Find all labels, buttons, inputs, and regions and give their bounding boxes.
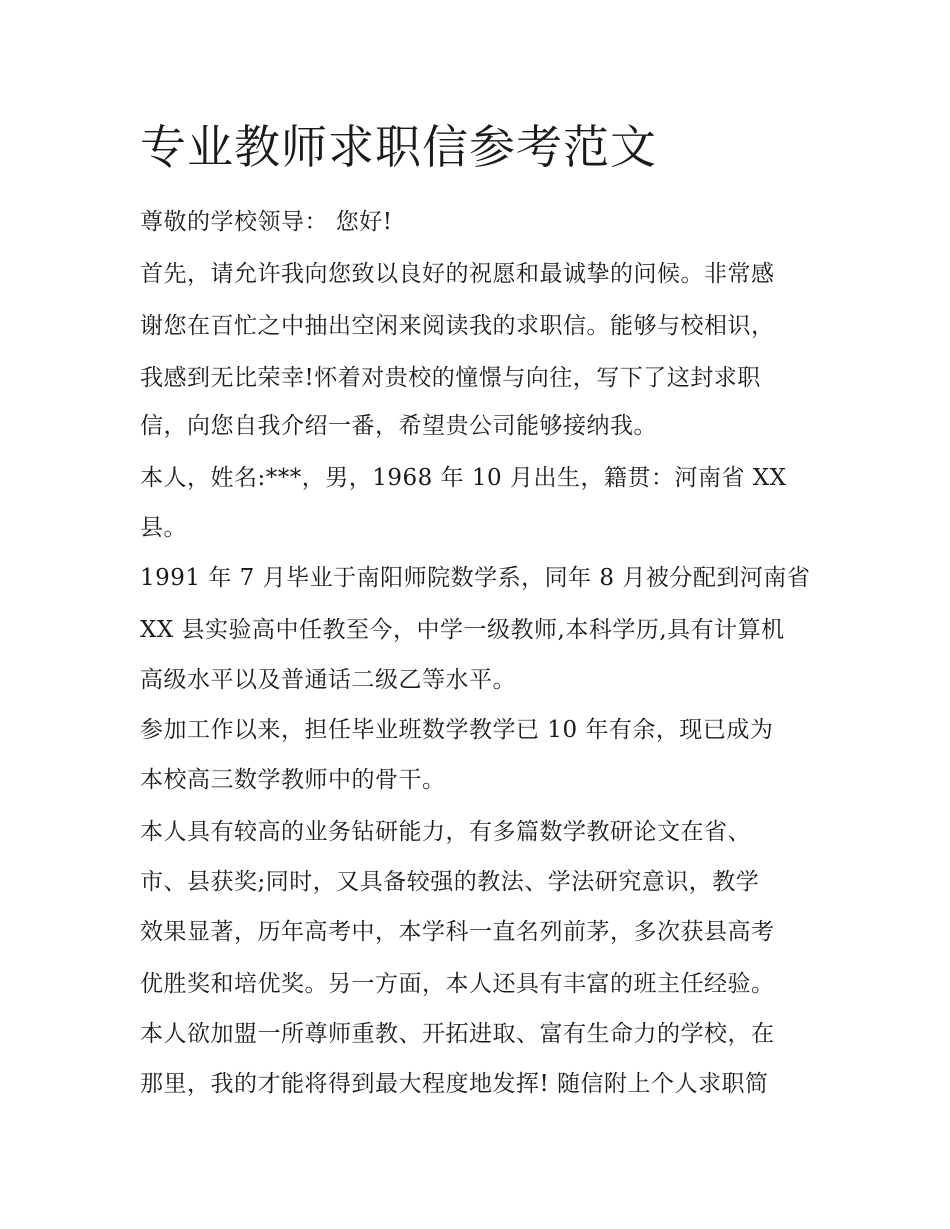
body-line: 本人具有较高的业务钻研能力，有多篇数学教研论文在省、 [140,819,751,845]
body-line: XX 县实验高中任教至今，中学一级教师,本科学历,具有计算机 [140,617,785,643]
body-line: 首先，请允许我向您致以良好的祝愿和最诚挚的问候。非常感 [140,261,775,287]
body-line: 市、县获奖;同时，又具备较强的教法、学法研究意识，教学 [140,869,760,895]
body-line: 我感到无比荣幸!怀着对贵校的憧憬与向往，写下了这封求职 [140,365,761,391]
body-line: 县。 [140,515,187,541]
body-line: 优胜奖和培优奖。另一方面，本人还具有丰富的班主任经验。 [140,971,775,997]
salutation-line: 尊敬的学校领导： 您好! [140,209,393,235]
body-line: 1991 年 7 月毕业于南阳师院数学系，同年 8 月被分配到河南省 [140,565,811,591]
body-line: 参加工作以来，担任毕业班数学教学已 10 年有余，现已成为 [140,717,774,743]
body-line: 谢您在百忙之中抽出空闲来阅读我的求职信。能够与校相识， [140,313,775,339]
body-line: 信，向您自我介绍一番，希望贵公司能够接纳我。 [140,413,657,439]
body-line: 本人，姓名:***，男，1968 年 10 月出生，籍贯：河南省 XX [140,465,787,491]
body-line: 高级水平以及普通话二级乙等水平。 [140,667,516,693]
body-line: 效果显著，历年高考中，本学科一直名列前茅，多次获县高考 [140,919,775,945]
body-line: 那里，我的才能将得到最大程度地发挥! 随信附上个人求职简 [140,1071,769,1097]
document-title: 专业教师求职信参考范文 [140,120,657,174]
body-line: 本校高三数学教师中的骨干。 [140,767,446,793]
body-line: 本人欲加盟一所尊师重教、开拓进取、富有生命力的学校，在 [140,1021,775,1047]
